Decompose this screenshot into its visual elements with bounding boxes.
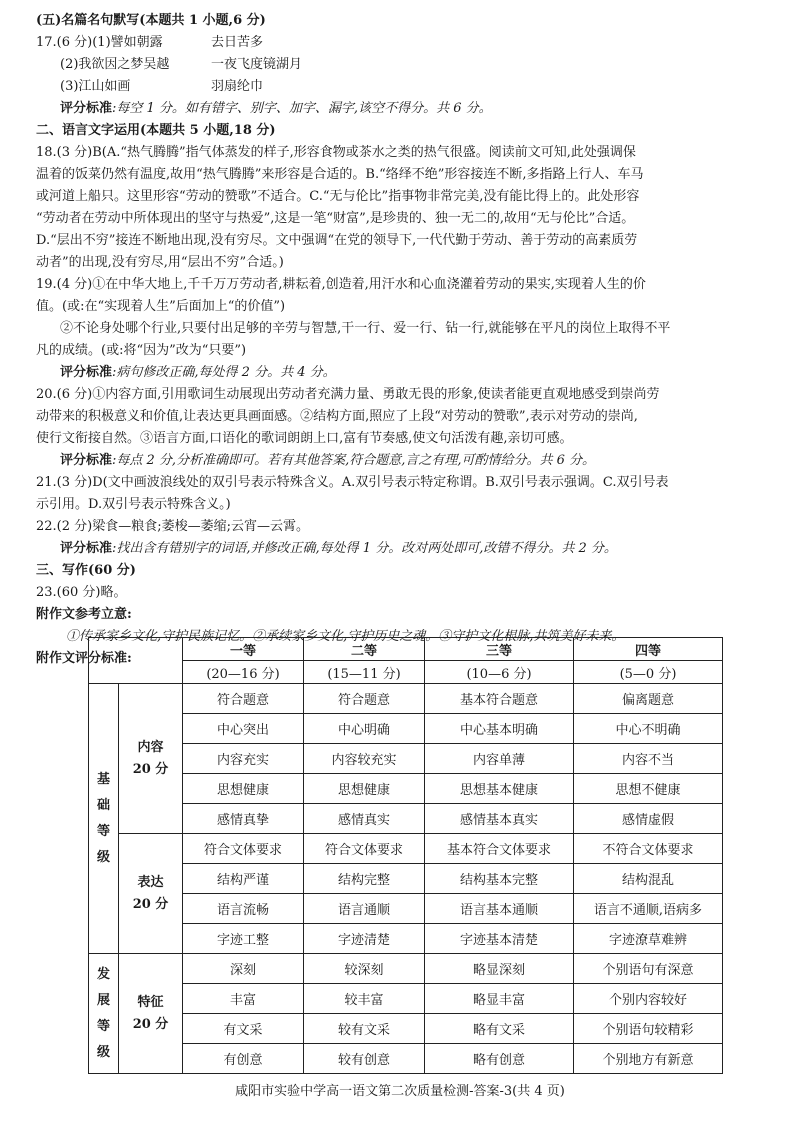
- rubric-cell: 符合题意: [304, 684, 425, 714]
- rubric-cell: 结构基本完整: [425, 864, 574, 894]
- q20-text: 使行文衔接自然。③语言方面,口语化的歌词朗朗上口,富有节奏感,使文句活泼有趣,亲切可感。: [36, 431, 573, 446]
- q20-text: 20.(6 分)①内容方面,引用歌词生动展现出劳动者充满力量、勇敢无畏的形象,使读者能更直观地感受到崇尚劳: [36, 387, 660, 402]
- q20-text: 动带来的积极意义和价值,让表达更具画面感。②结构方面,照应了上段“对劳动的赞歌”,表示对劳动的崇尚,: [36, 409, 638, 424]
- rubric-cell: 结构混乱: [574, 864, 723, 894]
- criterion-name: 特征: [137, 994, 164, 1010]
- grade-range: (15—11 分): [304, 661, 425, 684]
- criterion-cell: [119, 954, 183, 1074]
- scoring-text: :每空 1 分。如有错字、别字、加字、漏字,该空不得分。共 6 分。: [112, 101, 492, 116]
- rubric-cell: 较深刻: [304, 954, 425, 984]
- q17-line-2: [36, 54, 776, 76]
- q17-answer-2b: 一夜飞度镜湖月: [211, 57, 303, 72]
- rubric-cell: 语言基本通顺: [425, 894, 574, 924]
- rubric-heading: 附作文评分标准:: [36, 651, 132, 666]
- q22-text: 22.(2 分)梁食—粮食;萎梭—萎缩;云宵—云霄。: [36, 519, 309, 534]
- rubric-cell: 中心明确: [304, 714, 425, 744]
- q17-answer-3a: (3)江山如画: [60, 79, 131, 94]
- q17-answer-1b: 去日苦多: [211, 35, 264, 50]
- criterion-cell: [119, 834, 183, 954]
- rubric-cell: 符合文体要求: [183, 834, 304, 864]
- q17-answer-3b: 羽扇纶巾: [211, 79, 264, 94]
- rubric-cell: 偏离题意: [574, 684, 723, 714]
- q19-text: ②不论身处哪个行业,只要付出足够的辛劳与智慧,干一行、爱一行、钻一行,就能够在平凡的岗位上取得不平: [60, 321, 671, 336]
- q18-text: 动者”的出现,没有穷尽,用“层出不穷”合适。): [36, 255, 284, 270]
- q19-text: 19.(4 分)①在中华大地上,千千万万劳动者,耕耘着,创造着,用汗水和心血浇灌着劳动的果实,实现着人生的价: [36, 277, 646, 292]
- rubric-cell: 思想健康: [304, 774, 425, 804]
- level-label: 发 展 等 级: [96, 966, 110, 1060]
- rubric-cell: 较有创意: [304, 1044, 425, 1074]
- page-footer: 咸阳市实验中学高一语文第二次质量检测-答案-3(共 4 页): [235, 1084, 565, 1099]
- grade-name: 四等: [574, 638, 723, 661]
- rubric-cell: 不符合文体要求: [574, 834, 723, 864]
- q20-scoring: [36, 450, 776, 472]
- q17-scoring: [36, 98, 776, 120]
- rubric-cell: 个别地方有新意: [574, 1044, 723, 1074]
- section-2-heading: 二、语言文字运用(本题共 5 小题,18 分): [36, 123, 276, 138]
- q19-text: 凡的成绩。(或:将“因为”改为“只要”): [36, 343, 247, 358]
- rubric-cell: 内容较充实: [304, 744, 425, 774]
- rubric-cell: 语言不通顺,语病多: [574, 894, 723, 924]
- grade-range: (20—16 分): [183, 661, 304, 684]
- rubric-cell: 感情虚假: [574, 804, 723, 834]
- rubric-cell: 思想不健康: [574, 774, 723, 804]
- rubric-cell: 个别语句有深意: [574, 954, 723, 984]
- scoring-text: :病句修改正确,每处得 2 分。共 4 分。: [112, 365, 336, 380]
- q19-scoring: [36, 362, 776, 384]
- rubric-cell: 中心不明确: [574, 714, 723, 744]
- rubric-cell: 略显深刻: [425, 954, 574, 984]
- q21-text: 示引用。D.双引号表示特殊含义。): [36, 497, 231, 512]
- rubric-cell: 有文采: [183, 1014, 304, 1044]
- level-development: [89, 954, 119, 1074]
- section-3-heading: 三、写作(60 分): [36, 563, 136, 578]
- q21-text: 21.(3 分)D(文中画波浪线处的双引号表示特殊含义。A.双引号表示特定称谓。B.双引号表示强调。C.双引号表: [36, 475, 669, 490]
- rubric-cell: 语言通顺: [304, 894, 425, 924]
- scoring-text: :找出含有错别字的词语,并修改正确,每处得 1 分。改对两处即可,改错不得分。共 2 分。: [112, 541, 617, 556]
- q22-scoring: [36, 538, 776, 560]
- rubric-cell: 基本符合题意: [425, 684, 574, 714]
- rubric-cell: 内容充实: [183, 744, 304, 774]
- rubric-cell: 略显丰富: [425, 984, 574, 1014]
- criterion-score: 20 分: [132, 896, 169, 912]
- rubric-cell: 结构完整: [304, 864, 425, 894]
- rubric-cell: 中心突出: [183, 714, 304, 744]
- criterion-score: 20 分: [132, 761, 169, 777]
- rubric-cell: 感情真实: [304, 804, 425, 834]
- rubric-cell: 丰富: [183, 984, 304, 1014]
- scoring-label: 评分标准: [60, 101, 113, 116]
- scoring-label: 评分标准: [60, 453, 113, 468]
- q17-line-1: [36, 32, 776, 54]
- rubric-cell: 深刻: [183, 954, 304, 984]
- answer-page: [36, 10, 776, 670]
- rubric-cell: 字迹工整: [183, 924, 304, 954]
- rubric-cell: 字迹潦草难辨: [574, 924, 723, 954]
- criterion-name: 内容: [137, 739, 164, 755]
- rubric-cell: 个别语句较精彩: [574, 1014, 723, 1044]
- rubric-cell: 字迹基本清楚: [425, 924, 574, 954]
- rubric-cell: 略有创意: [425, 1044, 574, 1074]
- rubric-cell: 思想基本健康: [425, 774, 574, 804]
- q18-text: 18.(3 分)B(A.“热气腾腾”指气体蒸发的样子,形容食物或茶水之类的热气很盛。阅读前文可知,此处强调保: [36, 145, 636, 160]
- grade-name: 三等: [425, 638, 574, 661]
- rubric-cell: 感情真挚: [183, 804, 304, 834]
- criterion-name: 表达: [137, 874, 164, 890]
- scoring-text: :每点 2 分,分析准确即可。若有其他答案,符合题意,言之有理,可酌情给分。共 6 分。: [112, 453, 595, 468]
- scoring-label: 评分标准: [60, 541, 113, 556]
- grade-range: (5—0 分): [574, 661, 723, 684]
- grade-name: 一等: [183, 638, 304, 661]
- q23-text: 23.(60 分)略。: [36, 585, 127, 600]
- q18-text: D.“层出不穷”接连不断地出现,没有穷尽。文中强调“在党的领导下,一代代勤于劳动、善于劳动的高素质劳: [36, 233, 638, 248]
- reference-text: ①传承家乡文化,守护民族记忆。②承续家乡文化,守护历史之魂。③守护文化根脉,共筑美好未来。: [66, 629, 625, 644]
- rubric-cell: 内容不当: [574, 744, 723, 774]
- criterion-cell: [119, 684, 183, 834]
- level-label: 基 础 等 级: [96, 771, 110, 865]
- q17-answer-2a: (2)我欲因之梦吴越: [60, 57, 170, 72]
- rubric-table: [88, 637, 723, 1074]
- rubric-cell: 略有文采: [425, 1014, 574, 1044]
- scoring-label: 评分标准: [60, 365, 113, 380]
- rubric-cell: 较有文采: [304, 1014, 425, 1044]
- grade-range: (10—6 分): [425, 661, 574, 684]
- q18-text: 温着的饭菜仍然有温度,故用“热气腾腾”来形容是合适的。B.“络绎不绝”形容接连不断,多指路上行人、车马: [36, 167, 644, 182]
- rubric-cell: 语言流畅: [183, 894, 304, 924]
- rubric-cell: 符合题意: [183, 684, 304, 714]
- q17-answer-1a: 17.(6 分)(1)譬如朝露: [36, 35, 163, 50]
- rubric-cell: 符合文体要求: [304, 834, 425, 864]
- rubric-cell: 感情基本真实: [425, 804, 574, 834]
- section-5-heading: (五)名篇名句默写(本题共 1 小题,6 分): [36, 13, 266, 28]
- q19-text: 值。(或:在“实现着人生”后面加上“的价值”): [36, 299, 286, 314]
- q17-line-3: [36, 76, 776, 98]
- grade-name: 二等: [304, 638, 425, 661]
- corner-cell: [89, 638, 183, 684]
- rubric-cell: 结构严谨: [183, 864, 304, 894]
- rubric-cell: 个别内容较好: [574, 984, 723, 1014]
- rubric-cell: 思想健康: [183, 774, 304, 804]
- criterion-score: 20 分: [132, 1016, 169, 1032]
- rubric-cell: 有创意: [183, 1044, 304, 1074]
- q18-text: 或河道上船只。这里形容“劳动的赞歌”不适合。C.“无与伦比”指事物非常完美,没有能比得上的。此处形容: [36, 189, 640, 204]
- rubric-cell: 较丰富: [304, 984, 425, 1014]
- rubric-cell: 内容单薄: [425, 744, 574, 774]
- level-basic: [89, 684, 119, 954]
- rubric-cell: 字迹清楚: [304, 924, 425, 954]
- rubric-cell: 中心基本明确: [425, 714, 574, 744]
- q18-text: “劳动者在劳动中所体现出的坚守与热爱”,这是一笔“财富”,是珍贵的、独一无二的,故用“无与伦比”合适。: [36, 211, 635, 226]
- rubric-cell: 基本符合文体要求: [425, 834, 574, 864]
- reference-heading: 附作文参考立意:: [36, 607, 132, 622]
